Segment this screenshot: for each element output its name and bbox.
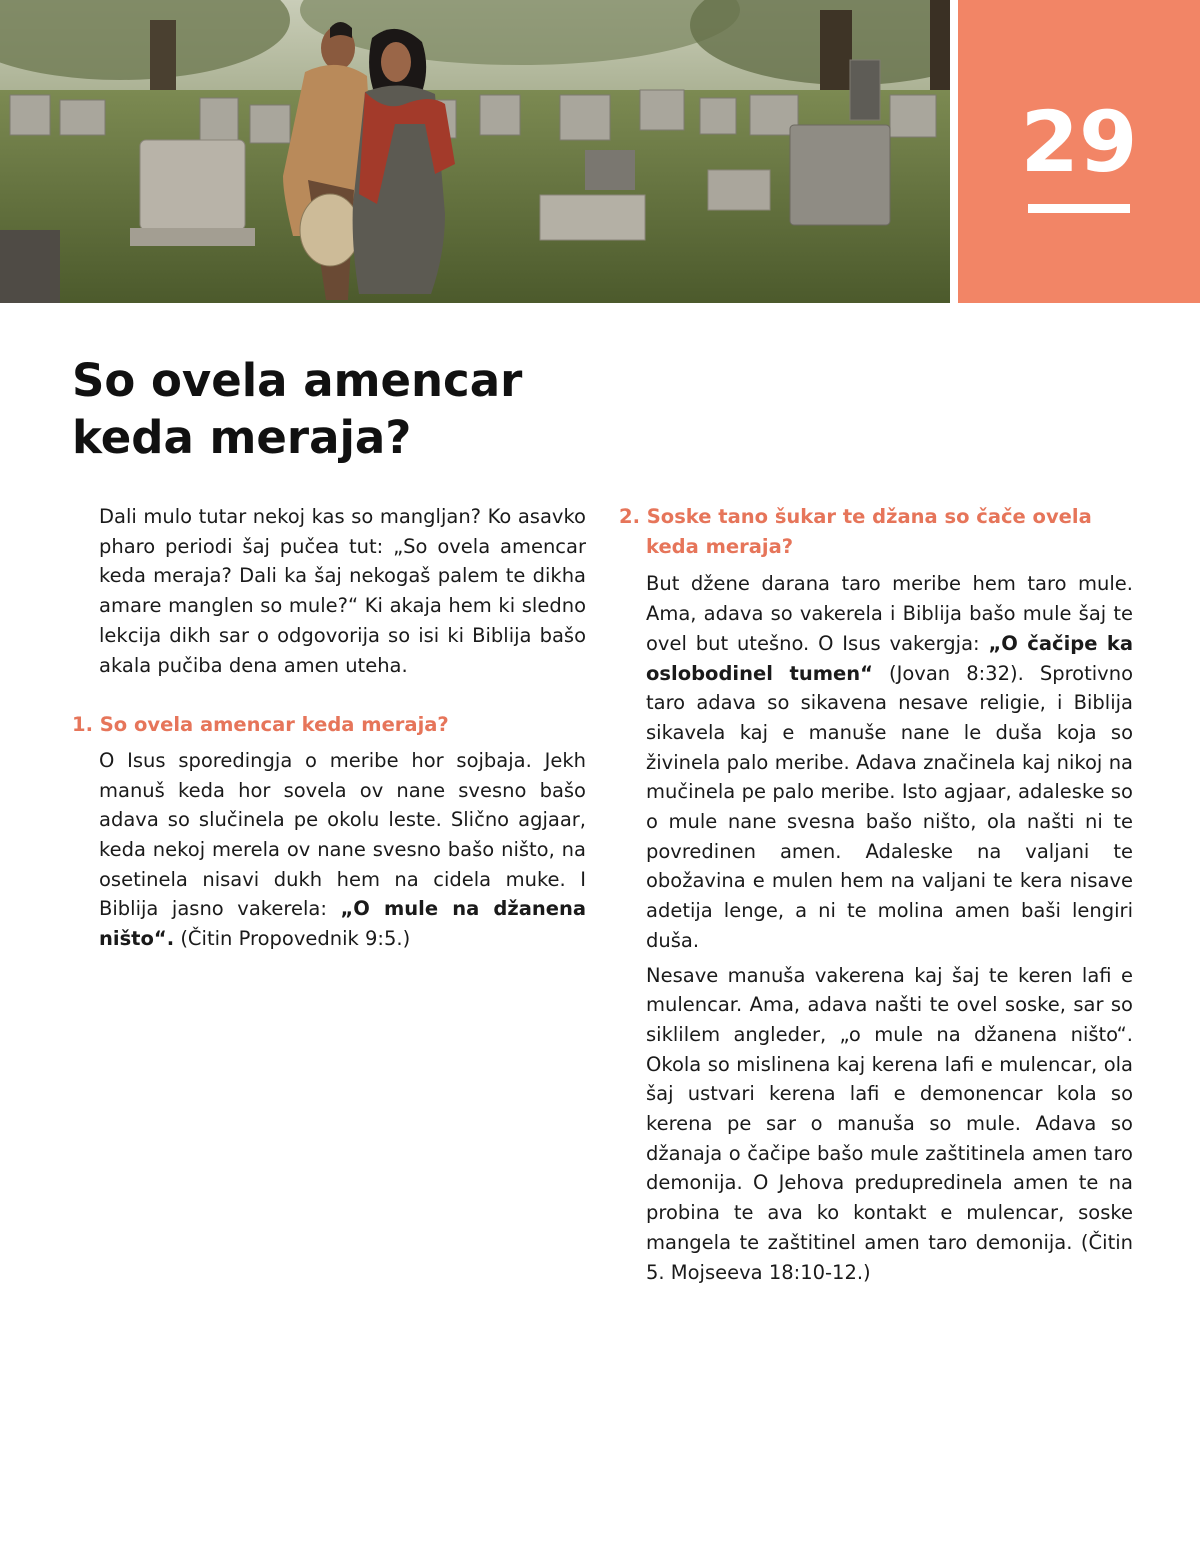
section-1-paragraph — [72, 746, 586, 954]
lesson-number-box — [958, 0, 1200, 303]
lesson-number-underline — [1028, 204, 1130, 213]
section-2-p1-before: But džene darana taro meribe hem taro mule. Ama, adava so vakerela i Biblija bašo mule šaj te ovel but utešno. O Isus vakergja: — [646, 572, 1133, 655]
section-2-paragraph-1 — [619, 569, 1133, 955]
section-2-paragraph-2: Nesave manuša vakerena kaj šaj te keren lafi e mulencar. Ama, adava našti te ovel soske, sar so siklilem angleder, „o mule na džanena ništo“. Okola so mislinena kaj kerena lafi e mulencar, ola šaj ustvari kerena lafi e demonencar kola so kerena pe sar o manuša so mule. Adava so džanaja o čačipe bašo mule zaštitinela amen taro demonija. O Jehova predupredinela amen te na probina te ava ko kontakt e mulencar, soske mangela te zaštitinel amen taro demonija. (Čitin 5. Mojseeva 18:10-12.) — [646, 963, 1133, 1284]
page-title — [72, 352, 592, 466]
header-photo — [0, 0, 950, 303]
left-column — [72, 502, 586, 954]
section-2-p1-after: (Jovan 8:32). Sprotivno taro adava so sikavena nesave religie, i Biblija sikavela kaj e manuše nane le duša koja so živinela palo meribe. Adava značinela kaj nikoj na mučinela pe palo meribe. Isto agjaar, adaleske so o mule nane svesna bašo ništo, ola našti ni te povredinen amen. Adaleske na valjani te obožavina e mulen hem na valjani te kera nisave adetija lenge, a ni te molina amen baši lengiri duša. — [646, 661, 1134, 952]
section-1-text-after: (Čitin Propovednik 9:5.) — [174, 927, 411, 951]
section-1-heading: 1. So ovela amencar keda meraja? — [72, 713, 449, 737]
page-title-line-1: So ovela amencar — [72, 354, 523, 407]
lesson-number: 29 — [1020, 93, 1138, 191]
section-1-quote: „O mule na džanena ništo“. — [99, 897, 586, 951]
right-column — [619, 502, 1133, 1287]
page-title-line-2: keda meraja? — [72, 411, 412, 464]
section-1-text-before: O Isus sporedingja o meribe hor sojbaja. Jekh manuš keda hor sovela ov nane svesno bašo adava so slučinela pe okolu leste. Slično agjaar, keda nekoj merela ov nane svesno bašo ništo, na osetinela nisavi dukh hem na cidela muke. I Biblija jasno vakerela: — [99, 748, 586, 921]
intro-paragraph: Dali mulo tutar nekoj kas so mangljan? Ko asavko pharo periodi šaj pučea tut: „So ovela amencar keda meraja? Dali ka šaj nekogaš palem te dikha amare manglen so mule?“ Ki akaja hem ki sledno lekcija dikh sar o odgovorija so isi ki Biblija bašo akala pučiba dena amen uteha. — [99, 505, 586, 677]
cemetery-couple-illustration — [0, 0, 950, 303]
section-2-heading: 2. Soske tano šukar te džana so čače ovela keda meraja? — [619, 505, 1092, 558]
section-2-p1-quote: „O čačipe ka oslobodinel tumen“ — [646, 631, 1133, 685]
